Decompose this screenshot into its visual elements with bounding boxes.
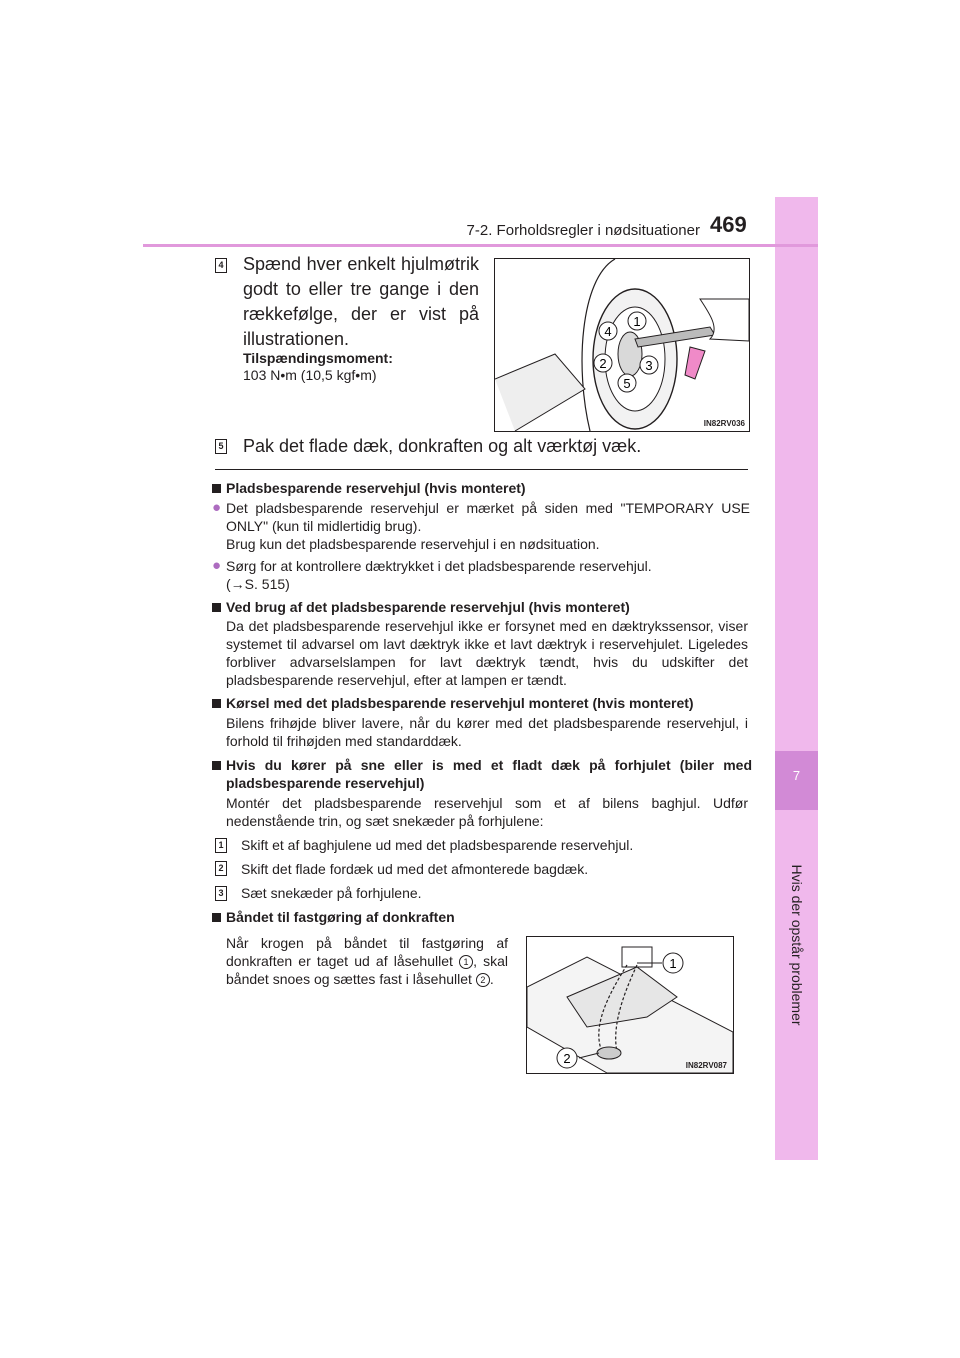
figure-label-4: 4 bbox=[604, 324, 612, 339]
body-jack-strap: Når krogen på båndet til fastgøring af donkraften er taget ud af låsehullet 1 , skal båndet snoes og sættes fast i låsehullet 2 . bbox=[226, 935, 508, 987]
heading-square-icon bbox=[212, 484, 221, 493]
bullet-dot-icon: ● bbox=[212, 499, 222, 516]
heading-spare-wheel: Pladsbesparende reservehjul (hvis monteret) bbox=[212, 479, 752, 497]
body-snow-ice: Montér det pladsbesparende reservehjul som et af bilens baghjul. Udfør nedenstående trin, og sæt snekæder på forhjulene: bbox=[226, 795, 748, 829]
torque-label: Tilspændingsmoment: bbox=[243, 350, 393, 366]
step-number-5: 5 bbox=[215, 439, 227, 454]
section-divider bbox=[215, 469, 748, 470]
reference-number-2: 2 bbox=[476, 973, 490, 987]
heading-square-icon bbox=[212, 603, 221, 612]
step-3-text: Sæt snekæder på forhjulene. bbox=[241, 885, 422, 901]
bullet-dot-icon: ● bbox=[212, 557, 222, 574]
step-4-text: Spænd hver enkelt hjulmøtrik godt to eller tre gange i den rækkefølge, der er vist på illustrationen. bbox=[243, 254, 479, 349]
wheel-illustration bbox=[495, 259, 749, 431]
step-number-3: 3 bbox=[215, 886, 227, 901]
jack-strap-figure bbox=[526, 936, 734, 1074]
bullet-check-pressure: ● Sørg for at kontrollere dæktrykket i det pladsbesparende reservehjul. (→S. 515) bbox=[212, 557, 750, 593]
bullet-temporary-use: ● Det pladsbesparende reservehjul er mærket på siden med "TEMPORARY USE ONLY" (kun til midlertidig brug). Brug kun det pladsbesparende reservehjul i en nødsituation. bbox=[212, 499, 750, 552]
figure-label-2: 2 bbox=[599, 356, 607, 371]
page-reference: (→S. 515) bbox=[226, 576, 290, 592]
chapter-number: 7 bbox=[792, 768, 801, 783]
step-number-1: 1 bbox=[215, 838, 227, 853]
figure-label-2: 2 bbox=[563, 1051, 571, 1066]
figure-code: IN82RV036 bbox=[703, 419, 745, 428]
step-number-4: 4 bbox=[215, 258, 227, 273]
step-5-text: Pak det flade dæk, donkraften og alt værktøj væk. bbox=[243, 436, 642, 456]
section-title: 7-2. Forholdsregler i nødsituationer bbox=[466, 222, 700, 239]
step-number-2: 2 bbox=[215, 861, 227, 876]
heading-driving-with-spare: Kørsel med det pladsbesparende reservehjul monteret (hvis monteret) bbox=[212, 694, 752, 712]
jack-strap-illustration bbox=[527, 937, 733, 1073]
step-1-text: Skift et af baghjulene ud med det pladsbesparende reservehjul. bbox=[241, 837, 634, 853]
figure-label-1: 1 bbox=[669, 956, 677, 971]
reference-number-1: 1 bbox=[459, 955, 473, 969]
header-rule bbox=[143, 244, 818, 247]
figure-code: IN82RV087 bbox=[685, 1061, 727, 1070]
figure-label-3: 3 bbox=[645, 358, 653, 373]
chapter-title: Hvis der opstår problemer bbox=[789, 864, 805, 1026]
wheel-nut-tightening-figure bbox=[494, 258, 750, 432]
torque-value: 103 N•m (10,5 kgf•m) bbox=[243, 367, 377, 383]
heading-square-icon bbox=[212, 761, 221, 770]
figure-label-5: 5 bbox=[623, 376, 631, 391]
heading-square-icon bbox=[212, 699, 221, 708]
figure-label-1: 1 bbox=[633, 314, 641, 329]
body-using-spare-wheel: Da det pladsbesparende reservehjul ikke er forsynet med en dæktrykssensor, viser systemet til advarsel om lavt dæktryk ikke et lavt dæktryk i reservehjulet. Ligeledes forbliver advarselslampen for lavt dæktryk tændt, hvis du udskifter det pladsbesparende reservehjul, efter at lampen er tændt. bbox=[226, 618, 748, 688]
page-number: 469 bbox=[710, 212, 747, 237]
step-2-text: Skift det flade fordæk ud med det afmonterede bagdæk. bbox=[241, 861, 589, 877]
heading-jack-strap: Båndet til fastgøring af donkraften bbox=[212, 908, 752, 926]
heading-square-icon bbox=[212, 913, 221, 922]
heading-using-spare-wheel: Ved brug af det pladsbesparende reservehjul (hvis monteret) bbox=[212, 598, 752, 616]
body-driving-with-spare: Bilens frihøjde bliver lavere, når du kører med det pladsbesparende reservehjul, i forhold til frihøjden med standarddæk. bbox=[226, 715, 748, 749]
heading-snow-ice: Hvis du kører på sne eller is med et fladt dæk på forhjulet (biler med pladsbesparende reservehjul) bbox=[212, 756, 752, 792]
